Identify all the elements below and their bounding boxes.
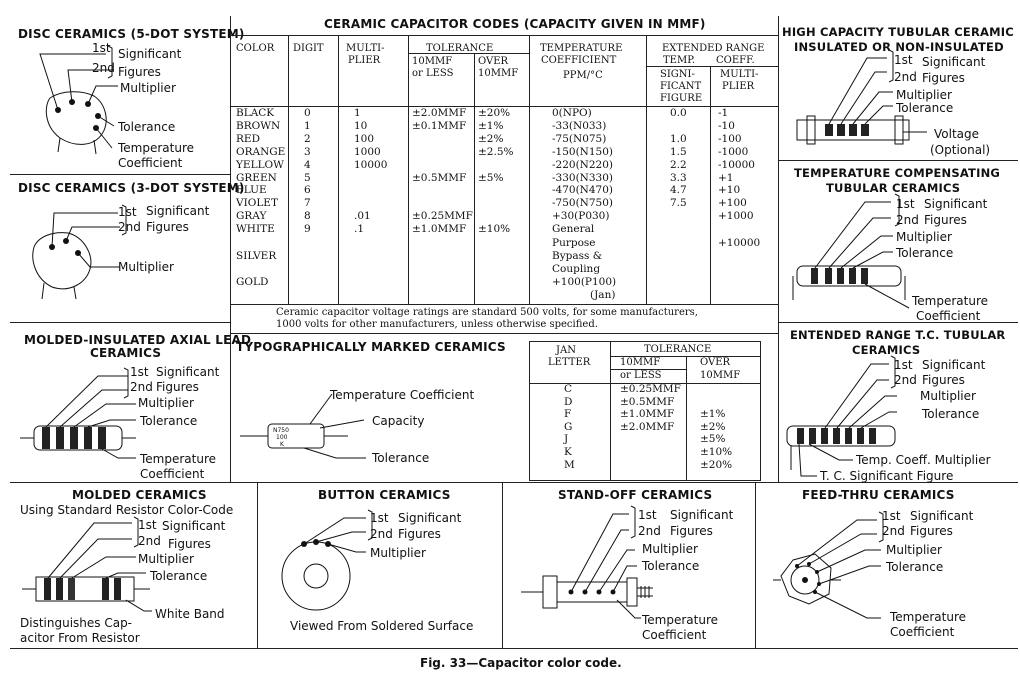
panel-title: INSULATED OR NON-INSULATED <box>794 40 1004 54</box>
table-cell-emult: +10 <box>718 184 741 197</box>
jan-cell-b: ±2% <box>700 420 726 433</box>
col-header: TOLERANCE <box>644 344 712 355</box>
label-optional: (Optional) <box>930 143 991 157</box>
label-figures: Figures <box>922 373 965 387</box>
label-significant: Significant <box>924 197 988 211</box>
table-cell-temp: -75(N075) <box>552 132 607 145</box>
label-2nd: 2nd <box>370 527 393 541</box>
label-significant: Significant <box>922 55 986 69</box>
label-2nd: 2nd <box>894 373 917 387</box>
label-tolerance: Tolerance <box>140 414 198 428</box>
col-header: or LESS <box>620 370 662 381</box>
table-cell-tol-a: ±0.25MMF <box>412 210 473 223</box>
label-temperature: Temperature <box>642 613 719 627</box>
panel-title: TUBULAR CERAMICS <box>826 181 961 195</box>
label-figures: Figures <box>924 213 967 227</box>
silver-multiplier: +10000 <box>718 237 761 249</box>
table-cell-mult: .1 <box>354 223 365 236</box>
label-2nd: 2nd <box>894 70 917 84</box>
label-significant: Significant <box>156 365 220 379</box>
table-note: Ceramic capacitor voltage ratings are standard 500 volts, for some manufacturers, <box>276 307 698 318</box>
label-1st: 1st <box>138 518 157 532</box>
table-cell-temp: -750(N750) <box>552 197 614 210</box>
table-cell-temp: -220(N220) <box>552 158 614 171</box>
table-cell-emult: -10000 <box>718 158 755 171</box>
label-multiplier: Multiplier <box>642 542 698 556</box>
table-cell-emult: +100 <box>718 197 747 210</box>
label-figures: Figures <box>156 380 199 394</box>
label-1st: 1st <box>894 358 913 372</box>
label-figures: Figures <box>670 524 713 538</box>
jan-cell-a: ±2.0MMF <box>620 420 675 433</box>
col-header: LETTER <box>548 357 591 368</box>
label-multiplier: Multiplier <box>138 396 194 410</box>
label-multiplier: Multiplier <box>896 230 952 244</box>
table-cell-digit: 4 <box>304 158 311 171</box>
panel-title: TYPOGRAPHICALLY MARKED CERAMICS <box>236 340 506 354</box>
panel-title: TEMPERATURE COMPENSATING <box>794 166 1001 180</box>
label-temperature: Temperature <box>890 610 967 624</box>
col-header: TOLERANCE <box>426 43 494 54</box>
table-cell-digit: 6 <box>304 184 311 197</box>
label-multiplier: Multiplier <box>120 81 176 95</box>
table-cell-emult: +1000 <box>718 210 754 223</box>
jan-cell-b: ±20% <box>700 458 733 471</box>
rule <box>231 304 778 305</box>
label-1st: 1st <box>92 41 111 55</box>
extra-temp: Coupling <box>552 263 601 275</box>
label-coefficient: Coefficient <box>890 625 955 639</box>
table-cell-mult: 100 <box>354 132 375 145</box>
label-1st: 1st <box>118 205 137 219</box>
panel-title: CERAMICS <box>90 346 162 360</box>
label-multiplier: Multiplier <box>370 546 426 560</box>
table-cell-temp: General <box>552 223 595 236</box>
label-multiplier: Multiplier <box>138 552 194 566</box>
label-coefficient: Coefficient <box>118 156 183 170</box>
panel-title: MOLDED CERAMICS <box>72 488 207 502</box>
label-tolerance: Tolerance <box>642 559 700 573</box>
mark-k: K <box>280 441 284 448</box>
table-cell-tol-b: ±2% <box>478 132 504 145</box>
table-cell-temp: +30(P030) <box>552 210 610 223</box>
table-cell-mult: .01 <box>354 210 371 223</box>
table-cell-color: RED <box>236 132 260 145</box>
col-header: TEMPERATURE <box>540 43 623 54</box>
rule <box>610 341 611 481</box>
table-cell-emult: +1 <box>718 171 734 184</box>
table-cell-color: YELLOW <box>236 158 284 171</box>
table-cell-digit: 1 <box>304 119 311 132</box>
label-multiplier: Multiplier <box>118 260 174 274</box>
table-cell-temp: -33(N033) <box>552 119 607 132</box>
extra-temp: (Jan) <box>590 289 616 301</box>
table-cell-color: ORANGE <box>236 145 286 158</box>
jan-cell-letter: M <box>564 458 575 471</box>
extra-temp: Purpose <box>552 237 596 249</box>
table-cell-digit: 2 <box>304 132 311 145</box>
table-cell-digit: 5 <box>304 171 311 184</box>
panel-title: HIGH CAPACITY TUBULAR CERAMIC <box>782 25 1014 39</box>
jan-cell-a: ±0.5MMF <box>620 395 675 408</box>
label-figures: Figures <box>146 220 189 234</box>
rule <box>529 35 530 304</box>
jan-cell-letter: D <box>564 395 573 408</box>
rule <box>231 35 778 36</box>
table-cell-sig: 1.0 <box>670 132 687 145</box>
jan-cell-a: ±1.0MMF <box>620 408 675 421</box>
col-header: COLOR <box>236 43 275 54</box>
mark-n750: N750 <box>273 427 289 434</box>
col-header: COEFFICIENT <box>541 55 617 66</box>
table-cell-emult: -1 <box>718 107 729 119</box>
label-1st: 1st <box>638 508 657 522</box>
col-header: DIGIT <box>293 43 324 54</box>
table-cell-tol-a: ±2.0MMF <box>412 107 467 119</box>
col-header: COEFF. <box>716 55 755 66</box>
label-tolerance: Tolerance <box>896 246 954 260</box>
extra-temp: Bypass & <box>552 250 603 262</box>
col-header: OVER <box>478 56 509 67</box>
figure-caption: Fig. 33—Capacitor color code. <box>420 656 622 670</box>
table-cell-sig: 1.5 <box>670 145 687 158</box>
jan-cell-b: ±10% <box>700 446 733 458</box>
label-tolerance: Tolerance <box>372 451 430 465</box>
label-2nd: 2nd <box>130 380 153 394</box>
panel-title: ENTENDED RANGE T.C. TUBULAR <box>790 328 1006 342</box>
label-voltage: Voltage <box>934 127 980 141</box>
label-1st: 1st <box>896 197 915 211</box>
col-header: 10MMF <box>700 370 741 381</box>
rule <box>646 35 647 304</box>
label-1st: 1st <box>370 511 389 525</box>
divider <box>755 482 756 648</box>
label-significant: Significant <box>398 511 462 525</box>
caption: Viewed From Soldered Surface <box>290 619 474 633</box>
table-cell-mult: 10 <box>354 119 368 132</box>
col-header: MULTI- <box>346 43 385 54</box>
table-cell-tol-a: ±1.0MMF <box>412 223 467 236</box>
rule <box>288 35 289 304</box>
label-coefficient: Coefficient <box>140 467 205 481</box>
label-tolerance: Tolerance <box>922 407 980 421</box>
label-significant: Significant <box>670 508 734 522</box>
col-header: FIGURE <box>660 93 703 104</box>
table-cell-sig: 3.3 <box>670 171 687 184</box>
table-cell-color: BROWN <box>236 119 281 132</box>
table-cell-temp: 0(NPO) <box>552 107 592 119</box>
color-silver: SILVER <box>236 250 277 262</box>
table-cell-temp: -150(N150) <box>552 145 614 158</box>
tempcomp-diagram <box>779 190 1019 330</box>
divider <box>230 16 231 482</box>
table-cell-tol-b: ±2.5% <box>478 145 514 158</box>
panel-title: MOLDED-INSULATED AXIAL LEAD <box>24 333 252 347</box>
col-header: TEMP. <box>663 55 696 66</box>
rule <box>474 53 475 304</box>
table-cell-emult: -10 <box>718 119 735 132</box>
table-cell-digit: 3 <box>304 145 311 158</box>
label-figures: Figures <box>398 527 441 541</box>
jan-cell-letter: C <box>564 383 573 395</box>
label-temperature: Temperature <box>912 294 989 308</box>
rule <box>408 35 409 304</box>
jan-cell-letter: F <box>564 408 572 421</box>
table-cell-tol-b: ±5% <box>478 171 504 184</box>
col-header: 10MMF <box>620 357 661 368</box>
label-figures: Figures <box>922 71 965 85</box>
col-header: MULTI- <box>720 69 759 80</box>
table-title: CERAMIC CAPACITOR CODES (CAPACITY GIVEN IN MMF) <box>324 17 706 31</box>
label-multiplier: Multiplier <box>896 88 952 102</box>
label-2nd: 2nd <box>118 220 141 234</box>
table-cell-sig: 0.0 <box>670 107 687 119</box>
label-coefficient: Coefficient <box>642 628 707 642</box>
col-header: JAN <box>556 345 576 356</box>
table-cell-mult: 1000 <box>354 145 381 158</box>
table-cell-color: BLUE <box>236 184 267 197</box>
table-cell-temp: -330(N330) <box>552 171 614 184</box>
label-note: acitor From Resistor <box>20 631 140 645</box>
label-1st: 1st <box>130 365 149 379</box>
panel-title: CERAMICS <box>852 343 921 357</box>
disc3-diagram <box>10 175 230 315</box>
label-tolerance: Tolerance <box>886 560 944 574</box>
col-header: EXTENDED RANGE <box>662 43 765 54</box>
label-temperature: Temperature <box>140 452 217 466</box>
label-significant: Significant <box>910 509 974 523</box>
panel-title: STAND-OFF CERAMICS <box>558 488 713 502</box>
color-gold: GOLD <box>236 276 269 288</box>
label-significant: Significant <box>118 47 182 61</box>
rule <box>686 356 687 481</box>
table-cell-color: VIOLET <box>236 197 278 210</box>
label-tolerance: Tolerance <box>896 101 954 115</box>
table-cell-mult: 1 <box>354 107 361 119</box>
divider <box>10 648 1018 649</box>
col-header: PPM/°C <box>563 70 603 81</box>
rule <box>231 333 778 334</box>
divider <box>10 322 230 323</box>
table-cell-tol-a: ±0.1MMF <box>412 119 467 132</box>
panel-title: BUTTON CERAMICS <box>318 488 451 502</box>
label-capacity: Capacity <box>372 414 425 428</box>
label-figures: Figures <box>168 537 211 551</box>
label-tolerance: Tolerance <box>118 120 176 134</box>
col-header: PLIER <box>348 55 381 66</box>
jan-cell-letter: K <box>564 446 572 458</box>
table-cell-tol-b: ±10% <box>478 223 511 236</box>
table-cell-sig: 7.5 <box>670 197 687 210</box>
label-significant: Significant <box>146 204 210 218</box>
jan-cell-letter: G <box>564 420 573 433</box>
panel-title: DISC CERAMICS (3-DOT SYSTEM) <box>18 181 245 195</box>
label-1st: 1st <box>882 509 901 523</box>
label-white-band: White Band <box>155 607 225 621</box>
label-multiplier: Multiplier <box>886 543 942 557</box>
label-temperature: Temperature <box>118 141 195 155</box>
jan-cell-letter: J <box>564 433 569 446</box>
jan-cell-a: ±0.25MMF <box>620 383 681 395</box>
jan-cell-b: ±1% <box>700 408 726 421</box>
table-cell-temp: -470(N470) <box>552 184 614 197</box>
rule <box>710 66 711 304</box>
label-tcm: Temp. Coeff. Multiplier <box>856 453 991 467</box>
table-cell-color: WHITE <box>236 223 275 236</box>
label-significant: Significant <box>922 358 986 372</box>
panel-subtitle: Using Standard Resistor Color-Code <box>20 503 234 517</box>
extra-temp: +100(P100) <box>552 276 617 288</box>
label-figures: Figures <box>910 524 953 538</box>
table-cell-color: BLACK <box>236 107 275 119</box>
label-figures: Figures <box>118 65 161 79</box>
col-header: 10MMF <box>478 68 519 79</box>
table-cell-sig: 4.7 <box>670 184 687 197</box>
jan-cell-b: ±5% <box>700 433 726 446</box>
label-2nd: 2nd <box>92 61 115 75</box>
label-tolerance: Tolerance <box>150 569 208 583</box>
table-cell-color: GREEN <box>236 171 277 184</box>
label-2nd: 2nd <box>138 534 161 548</box>
col-header: PLIER <box>722 81 755 92</box>
label-significant: Significant <box>162 519 226 533</box>
label-temp-coef: Temperature Coefficient <box>330 388 475 402</box>
col-header: or LESS <box>412 68 454 79</box>
col-header: 10MMF <box>412 56 453 67</box>
table-cell-tol-b: ±20% <box>478 107 511 119</box>
table-cell-sig: 2.2 <box>670 158 687 171</box>
label-1st: 1st <box>894 53 913 67</box>
label-coefficient: Coefficient <box>916 309 981 323</box>
table-cell-digit: 8 <box>304 210 311 223</box>
panel-title: DISC CERAMICS (5-DOT SYSTEM) <box>18 27 245 41</box>
col-header: OVER <box>700 357 731 368</box>
panel-title: FEED-THRU CERAMICS <box>802 488 955 502</box>
table-cell-mult: 10000 <box>354 158 388 171</box>
table-cell-tol-b: ±1% <box>478 119 504 132</box>
rule <box>646 66 778 67</box>
table-cell-digit: 0 <box>304 107 311 119</box>
label-note: Distinguishes Cap- <box>20 616 133 630</box>
table-cell-tol-a: ±0.5MMF <box>412 171 467 184</box>
table-cell-color: GRAY <box>236 210 267 223</box>
rule <box>338 35 339 304</box>
label-2nd: 2nd <box>896 213 919 227</box>
col-header: FICANT <box>660 81 702 92</box>
label-2nd: 2nd <box>882 524 905 538</box>
label-2nd: 2nd <box>638 524 661 538</box>
label-multiplier: Multiplier <box>920 389 976 403</box>
divider <box>778 160 1018 161</box>
table-cell-emult: -1000 <box>718 145 749 158</box>
table-note: 1000 volts for other manufacturers, unless otherwise specified. <box>276 319 598 330</box>
table-cell-digit: 7 <box>304 197 311 210</box>
table-cell-digit: 9 <box>304 223 311 236</box>
col-header: SIGNI- <box>660 69 695 80</box>
table-cell-emult: -100 <box>718 132 742 145</box>
mark-100: 100 <box>276 434 288 441</box>
label-tcs: T. C. Significant Figure <box>820 469 954 483</box>
